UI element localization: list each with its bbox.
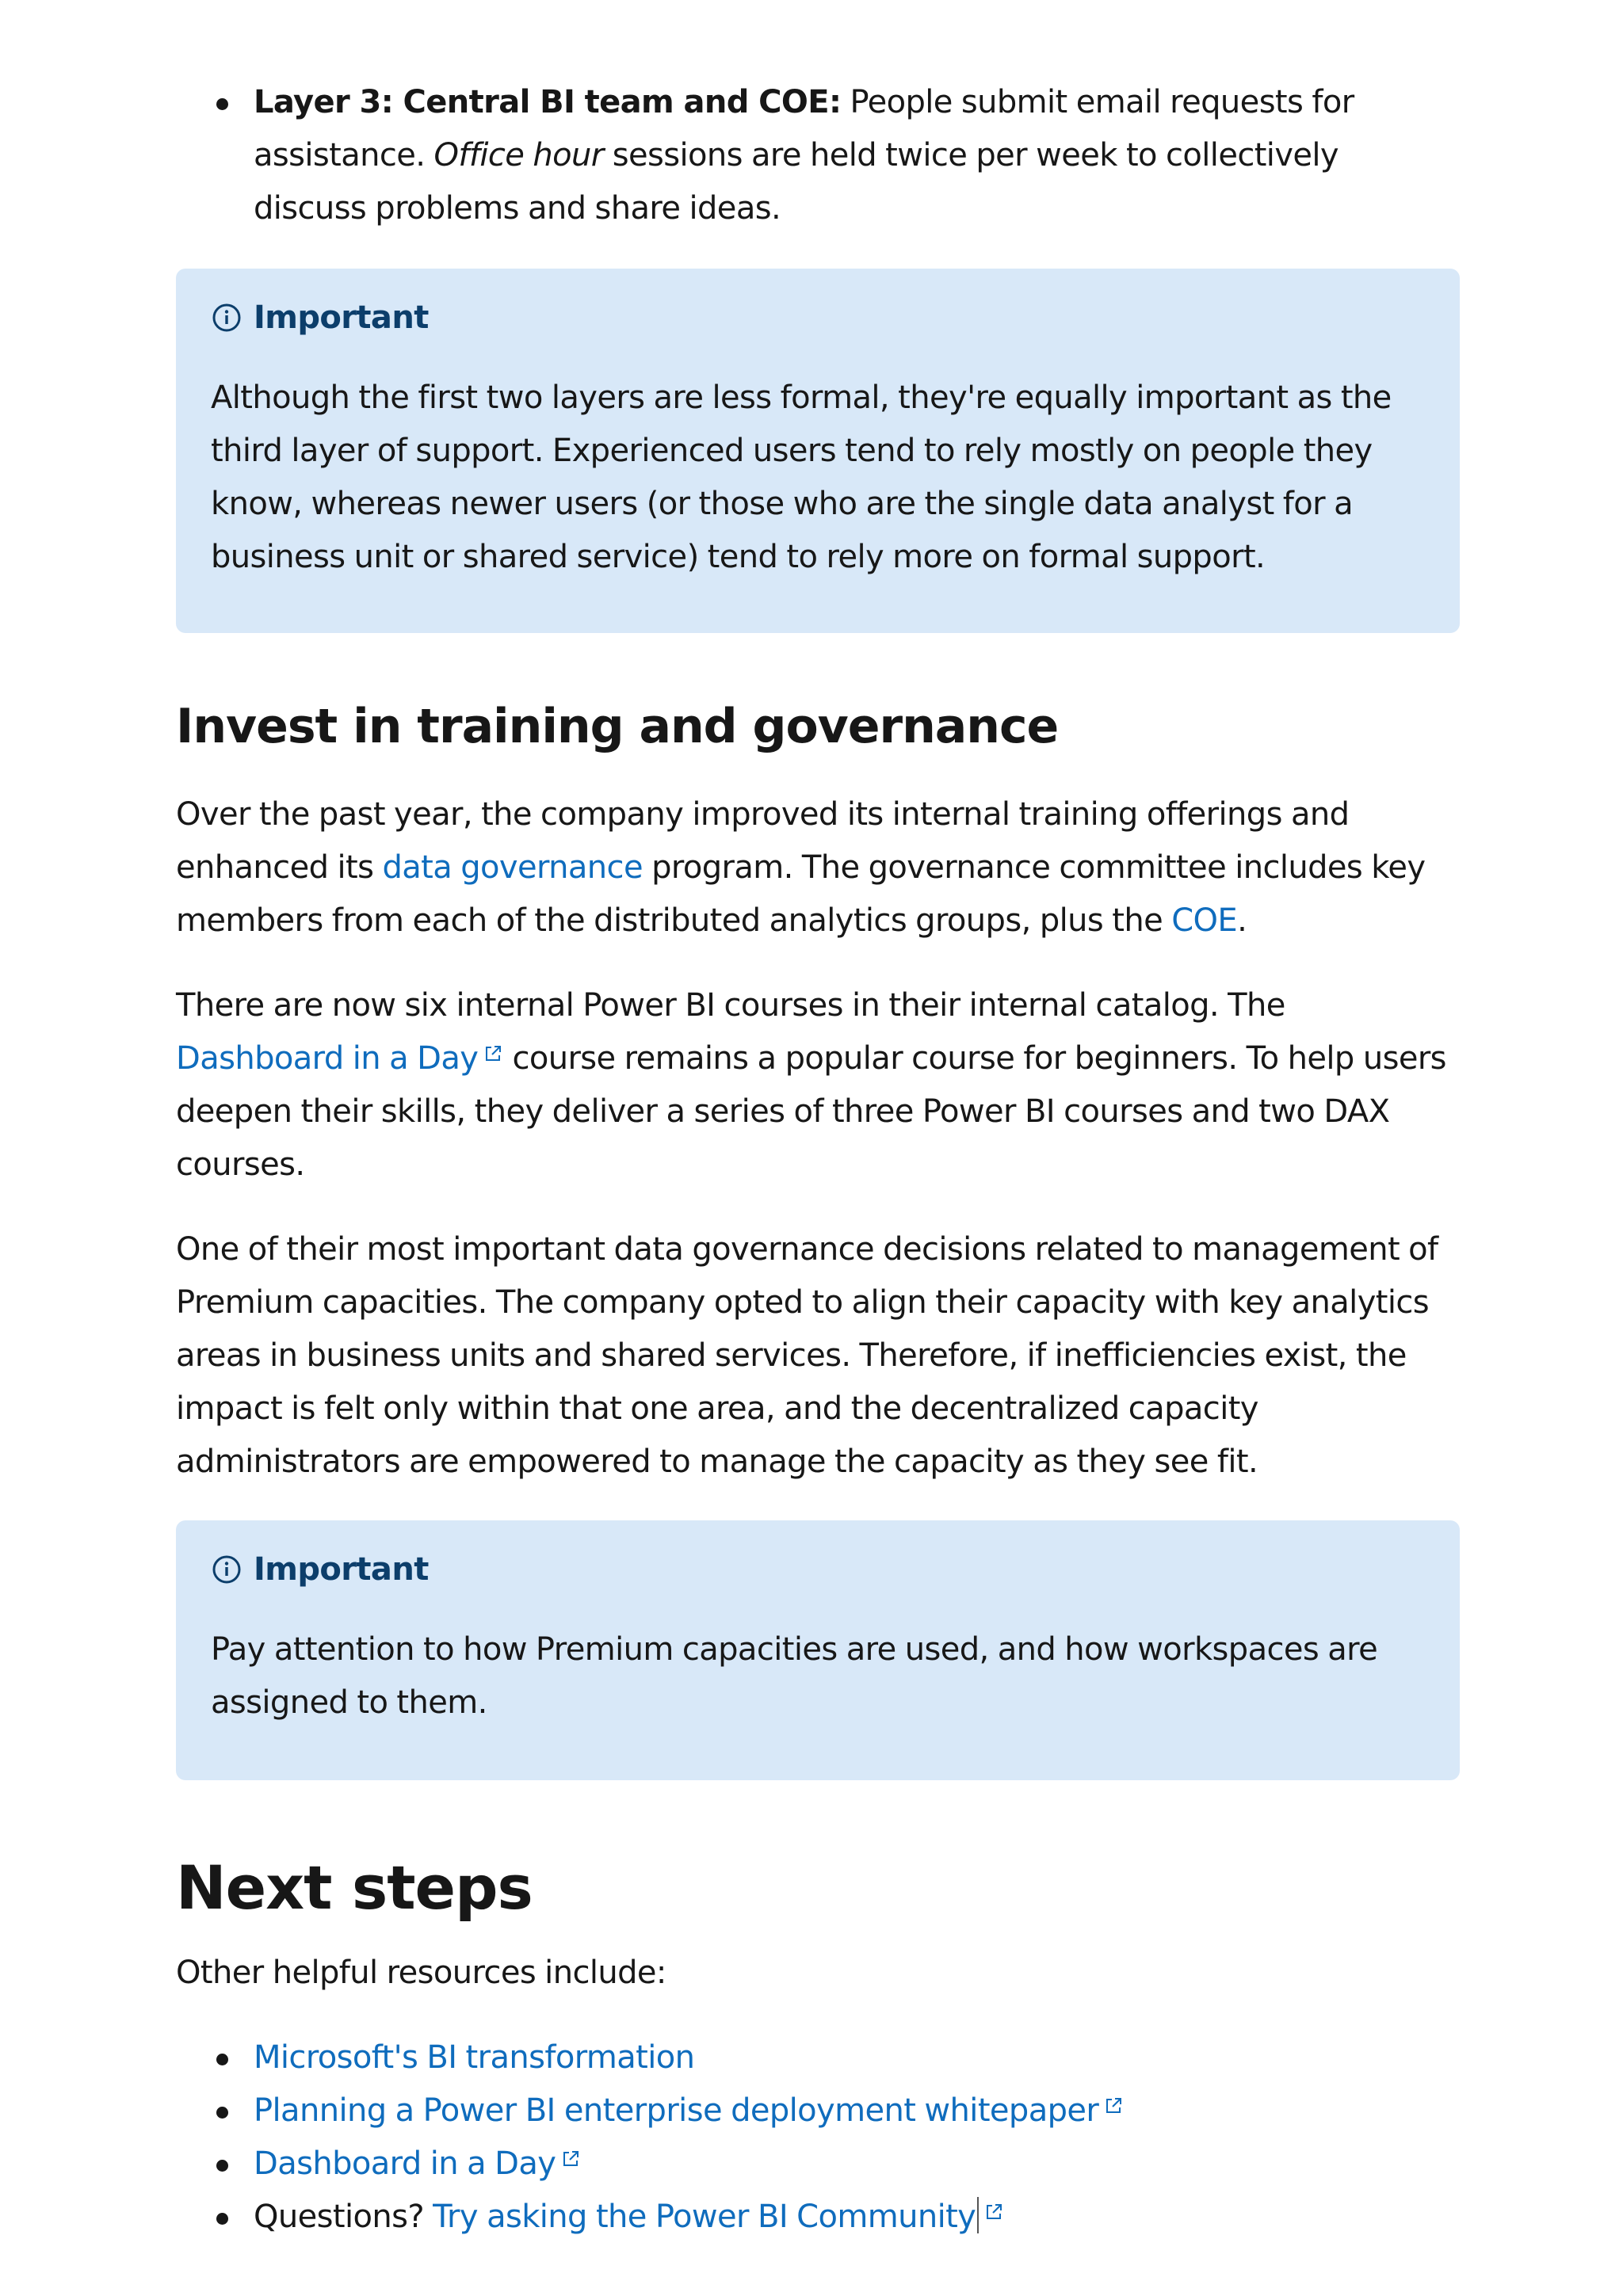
- section-heading-training: Invest in training and governance: [176, 699, 1059, 754]
- text-span: course remains a popular course for beginners. To help users deepen their skills, they deliver a series of three Power BI courses and two DAX courses.: [176, 1040, 1446, 1183]
- article-content: [176, 76, 1460, 2244]
- dashboard-in-a-day-resource-link[interactable]: [254, 2145, 581, 2182]
- link-label: Try asking the Power BI Community: [433, 2199, 976, 2235]
- resources-list: [176, 2031, 1460, 2244]
- support-layers-list: [176, 76, 1460, 235]
- important-alert-1: [176, 269, 1460, 633]
- important-alert-2: [176, 1520, 1460, 1780]
- info-icon: [211, 302, 242, 334]
- external-link-icon: [560, 2149, 581, 2169]
- layer3-emphasis: Office hour: [433, 137, 604, 174]
- next-steps-intro: Other helpful resources include:: [176, 1955, 666, 1991]
- list-item: [254, 2191, 1460, 2244]
- layer3-text-2: sessions are held twice per week to collectively discuss problems and share ideas.: [254, 137, 1338, 227]
- alert-text: Although the first two layers are less formal, they're equally important as the third layer of support. Experienced users tend to rely mostly on people they know, whereas newer users (or those who are the single data analyst for a business unit or shared service) tend to rely more on formal support.: [211, 379, 1392, 575]
- list-item: [254, 2031, 1460, 2084]
- list-item: [254, 76, 1460, 235]
- text-span: There are now six internal Power BI courses in their internal catalog. The: [176, 987, 1285, 1024]
- external-link-icon: [983, 2202, 1004, 2222]
- section-heading-next-steps: Next steps: [176, 1852, 533, 1923]
- layer3-text-1: People submit email requests for assistance.: [254, 84, 1354, 174]
- link-label: Planning a Power BI enterprise deployment whitepaper: [254, 2092, 1099, 2129]
- text-span: Over the past year, the company improved its internal training offerings and enhanced its: [176, 796, 1350, 886]
- training-paragraph-1: [176, 788, 1460, 948]
- text-span: .: [1237, 902, 1247, 939]
- alert-title: Important: [254, 1551, 429, 1588]
- alert-heading: [211, 296, 1425, 340]
- link-label: Dashboard in a Day: [254, 2145, 556, 2182]
- list-item: [254, 2084, 1460, 2138]
- alert-text: Pay attention to how Premium capacities are used, and how workspaces are assigned to them.: [211, 1631, 1378, 1721]
- training-paragraph-2: [176, 979, 1460, 1192]
- training-paragraph-3: One of their most important data governance decisions related to management of Premium capacities. The company opted to align their capacity with key analytics areas in business units and shared services. Therefore, if inefficiencies exist, the impact is felt only within that one area, and the decentralized capacity administrators are empowered to manage the capacity as they see fit.: [176, 1231, 1438, 1480]
- ms-bi-transformation-link[interactable]: Microsoft's BI transformation: [254, 2039, 695, 2076]
- info-icon: [211, 1554, 242, 1585]
- alert-title: Important: [254, 299, 429, 336]
- external-link-icon: [483, 1043, 503, 1064]
- text-span: program. The governance committee includes key members from each of the distributed analytics groups, plus the: [176, 849, 1426, 939]
- alert-heading: [211, 1547, 1425, 1592]
- questions-prefix: Questions?: [254, 2199, 433, 2235]
- layer3-label: Layer 3: Central BI team and COE:: [254, 84, 842, 120]
- link-label: Dashboard in a Day: [176, 1040, 479, 1077]
- data-governance-link[interactable]: data governance: [382, 849, 643, 886]
- coe-link[interactable]: COE: [1171, 902, 1238, 939]
- text-cursor: [977, 2197, 979, 2233]
- list-item: [254, 2138, 1460, 2191]
- dashboard-in-a-day-link[interactable]: [176, 1040, 503, 1077]
- external-link-icon: [1103, 2096, 1124, 2116]
- power-bi-community-link[interactable]: [433, 2199, 1004, 2235]
- enterprise-deployment-whitepaper-link[interactable]: [254, 2092, 1124, 2129]
